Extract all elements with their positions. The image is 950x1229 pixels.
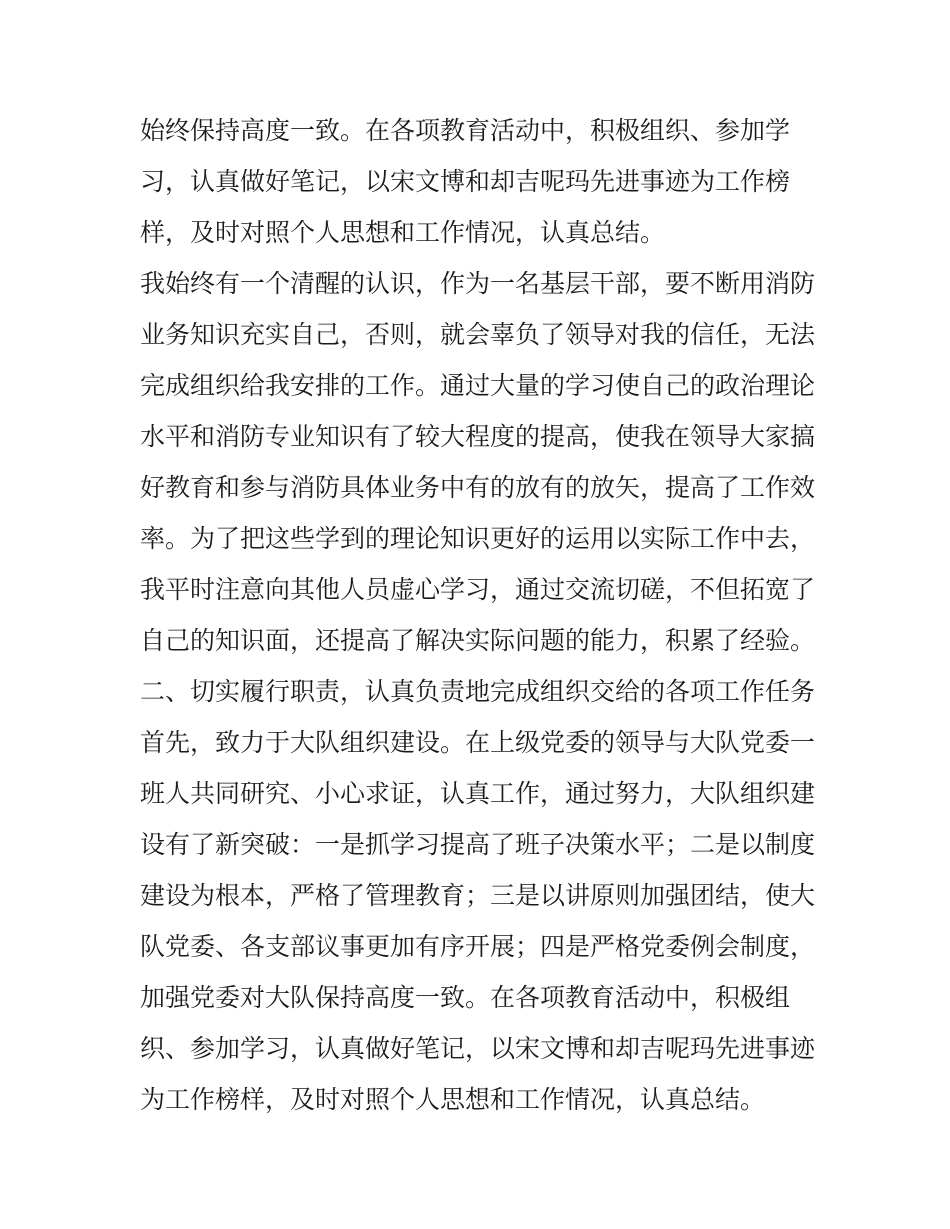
text-line: 样，及时对照个人思想和工作情况，认真总结。: [140, 218, 666, 247]
text-line: 率。为了把这些学到的理论知识更好的运用以实际工作中去，: [140, 524, 816, 553]
text-line: 二、切实履行职责，认真负责地完成组织交给的各项工作任务: [140, 677, 816, 706]
text-line: 业务知识充实自己，否则，就会辜负了领导对我的信任，无法: [140, 320, 816, 349]
text-line: 自己的知识面，还提高了解决实际问题的能力，积累了经验。: [140, 626, 816, 655]
text-line: 习，认真做好笔记，以宋文博和却吉呢玛先进事迹为工作榜: [140, 167, 791, 196]
text-line: 完成组织给我安排的工作。通过大量的学习使自己的政治理论: [140, 371, 816, 400]
text-line: 织、参加学习，认真做好笔记，以宋文博和却吉呢玛先进事迹: [140, 1034, 816, 1063]
document-body: [140, 105, 820, 1125]
text-line: 队党委、各支部议事更加有序开展；四是严格党委例会制度，: [140, 932, 816, 961]
text-line: 水平和消防专业知识有了较大程度的提高，使我在领导大家搞: [140, 422, 816, 451]
text-line: 首先，致力于大队组织建设。在上级党委的领导与大队党委一: [140, 728, 816, 757]
text-line: 建设为根本，严格了管理教育；三是以讲原则加强团结，使大: [140, 881, 816, 910]
text-line: 设有了新突破：一是抓学习提高了班子决策水平；二是以制度: [140, 830, 816, 859]
text-line: 加强党委对大队保持高度一致。在各项教育活动中，积极组: [140, 983, 791, 1012]
text-line: 我始终有一个清醒的认识，作为一名基层干部，要不断用消防: [140, 269, 816, 298]
text-line: 始终保持高度一致。在各项教育活动中，积极组织、参加学: [140, 116, 791, 145]
text-line: 我平时注意向其他人员虚心学习，通过交流切磋，不但拓宽了: [140, 575, 816, 604]
text-line: 班人共同研究、小心求证，认真工作，通过努力，大队组织建: [140, 779, 816, 808]
text-line: 好教育和参与消防具体业务中有的放有的放矢，提高了工作效: [140, 473, 816, 502]
text-line: 为工作榜样，及时对照个人思想和工作情况，认真总结。: [140, 1085, 766, 1114]
